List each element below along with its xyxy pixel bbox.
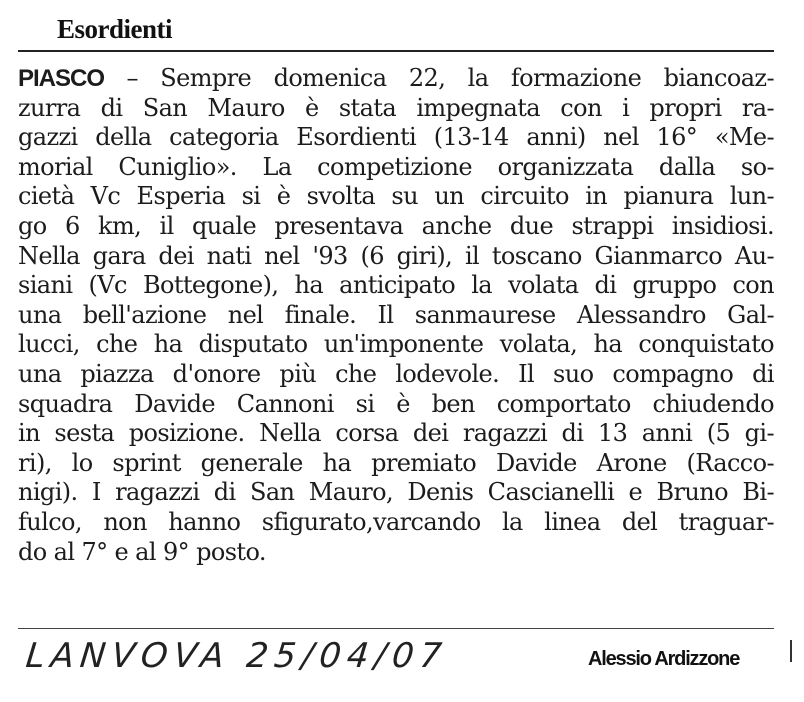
article-line: siani (Vc Bottegone), ha anticipato la volata di gruppo con xyxy=(18,271,774,300)
article-line: fulco, non hanno sfigurato,varcando la linea del traguar- xyxy=(18,507,774,536)
article-line: ri), lo sprint generale ha premiato Davide Arone (Racco- xyxy=(18,448,774,477)
article-line: zurra di San Mauro è stata impegnata con i propri ra- xyxy=(18,93,774,122)
article-line: nigi). I ragazzi di San Mauro, Denis Cascianelli e Bruno Bi- xyxy=(18,478,774,507)
author-byline: Alessio Ardizzone xyxy=(588,648,740,670)
article-line: squadra Davide Cannoni si è ben comportato chiudendo xyxy=(18,389,774,418)
article-line: cietà Vc Esperia si è svolta su un circuito in pianura lun- xyxy=(18,182,774,211)
article-line: go 6 km, il quale presentava anche due strappi insidiosi. xyxy=(18,211,774,240)
article-line: Nella gara dei nati nel '93 (6 giri), il toscano Gianmarco Au- xyxy=(18,241,774,270)
handwritten-source-note: LANVOVA 25/04/07 xyxy=(23,636,450,676)
article-line: una bell'azione nel finale. Il sanmaurese Alessandro Gal- xyxy=(18,300,774,329)
section-label: Esordienti xyxy=(57,14,173,44)
bottom-divider xyxy=(18,628,774,629)
article-line: do al 7° e al 9° posto. xyxy=(18,537,266,566)
article-line: gazzi della categoria Esordienti (13-14 anni) nel 16° «Me- xyxy=(18,123,774,152)
article-dateline: PIASCO xyxy=(18,65,105,92)
article-line: lucci, che ha disputato un'imponente volata, ha conquistato xyxy=(18,330,774,359)
article-line: PIASCO – Sempre domenica 22, la formazione biancoaz- xyxy=(18,64,774,92)
article-line: una piazza d'onore più che lodevole. Il suo compagno di xyxy=(18,359,774,388)
top-divider xyxy=(18,50,774,52)
article-line: in sesta posizione. Nella corsa dei ragazzi di 13 anni (5 gi- xyxy=(18,419,774,448)
article-line: morial Cuniglio». La competizione organizzata dalla so- xyxy=(18,152,774,181)
clipping-edge-mark xyxy=(790,640,792,662)
article-body xyxy=(18,64,774,567)
